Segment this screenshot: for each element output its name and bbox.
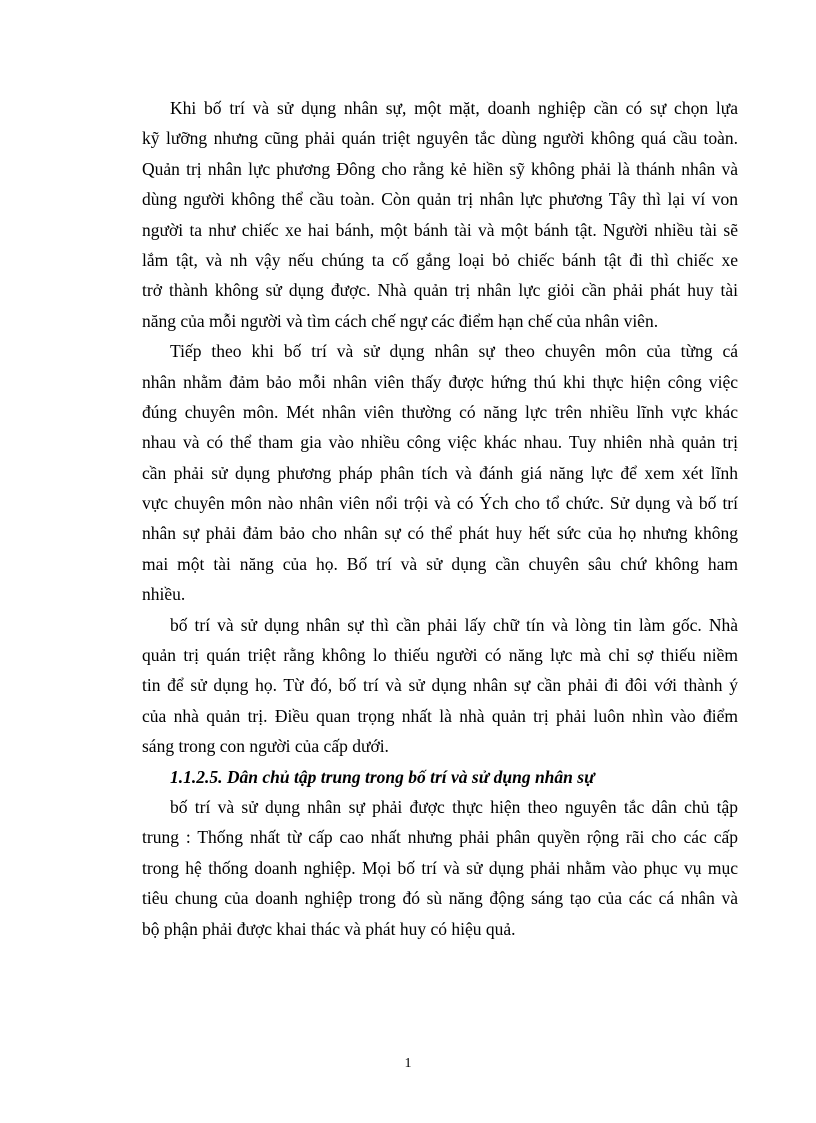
paragraph-line: vực chuyên môn nào nhân viên nổi trội và có Ých cho tổ chức. Sử dụng và bố trí [142, 493, 738, 514]
paragraph-line: đúng chuyên môn. Mét nhân viên thường có năng lực trên nhiều lĩnh vực khác [142, 401, 738, 422]
paragraph-line: tin để sử dụng họ. Từ đó, bố trí và sử dụng nhân sự cần phải đi đôi với thành ý [142, 675, 738, 696]
paragraph-line: trung : Thống nhất từ cấp cao nhất nhưng phải phân quyền rộng rãi cho các cấp [142, 827, 738, 848]
paragraph-line: mai một tài năng của họ. Bố trí và sử dụng cần chuyên sâu chứ không ham [142, 553, 738, 574]
paragraph-line: nhân sự phải đảm bảo cho nhân sự có thể phát huy hết sức của họ nhưng không [142, 523, 738, 544]
paragraph-line: trong hệ thống doanh nghiệp. Mọi bố trí và sử dụng phải nhằm vào phục vụ mục [142, 857, 738, 878]
paragraph-line: nhân nhằm đảm bảo mỗi nhân viên thấy được hứng thú khi thực hiện công việc [142, 371, 738, 392]
paragraph-3 [142, 610, 738, 762]
section-heading: 1.1.2.5. Dân chủ tập trung trong bố trí và sử dụng nhân sự [170, 766, 595, 787]
paragraph-line: của nhà quản trị. Điều quan trọng nhất là nhà quản trị phải luôn nhìn vào điểm [142, 705, 738, 726]
paragraph-line: nhau và có thể tham gia vào nhiều công việc khác nhau. Tuy nhiên nhà quản trị [142, 432, 738, 453]
paragraph-line: trở thành không sử dụng được. Nhà quản trị nhân lực giỏi cần phải phát huy tài [142, 280, 738, 301]
paragraph-line: quản trị quán triệt rằng không lo thiếu người có năng lực mà chỉ sợ thiếu niềm [142, 645, 738, 666]
paragraph-line: cần phải sử dụng phương pháp phân tích và đánh giá năng lực để xem xét lĩnh [142, 462, 738, 483]
page-number: 1 [404, 1056, 412, 1071]
body-text [142, 93, 738, 944]
paragraph-line: kỹ lưỡng nhưng cũng phải quán triệt nguyên tắc dùng người không quá cầu toàn. [142, 128, 738, 149]
paragraph-line: nhiều. [142, 584, 186, 605]
paragraph-2 [142, 336, 738, 610]
paragraph-1 [142, 93, 738, 336]
paragraph-4 [142, 792, 738, 944]
paragraph-line: người ta như chiếc xe hai bánh, một bánh tài và một bánh tật. Người nhiều tài sẽ [142, 219, 738, 240]
paragraph-line: tiêu chung của doanh nghiệp trong đó sù năng động sáng tạo của các cá nhân và [142, 888, 738, 909]
paragraph-line: bố trí và sử dụng nhân sự phải được thực hiện theo nguyên tắc dân chủ tập [170, 796, 738, 817]
paragraph-line: năng của mỗi người và tìm cách chế ngự các điểm hạn chế của nhân viên. [142, 310, 659, 331]
paragraph-line: Khi bố trí và sử dụng nhân sự, một mặt, doanh nghiệp cần có sự chọn lựa [170, 98, 738, 118]
paragraph-line: lắm tật, và nh vậy nếu chúng ta cố gắng loại bỏ chiếc bánh tật đi thì chiếc xe [142, 249, 738, 270]
paragraph-line: Tiếp theo khi bố trí và sử dụng nhân sự theo chuyên môn của từng cá [170, 341, 738, 362]
paragraph-line: bố trí và sử dụng nhân sự thì cần phải lấy chữ tín và lòng tin làm gốc. Nhà [170, 614, 738, 635]
paragraph-line: dùng người không thể cầu toàn. Còn quản trị nhân lực phương Tây thì lại ví von [142, 189, 738, 210]
paragraph-line: sáng trong con người của cấp dưới. [142, 736, 389, 757]
paragraph-line: bộ phận phải được khai thác và phát huy có hiệu quả. [142, 918, 516, 939]
paragraph-line: Quản trị nhân lực phương Đông cho rằng kẻ hiền sỹ không phải là thánh nhân và [142, 158, 738, 179]
